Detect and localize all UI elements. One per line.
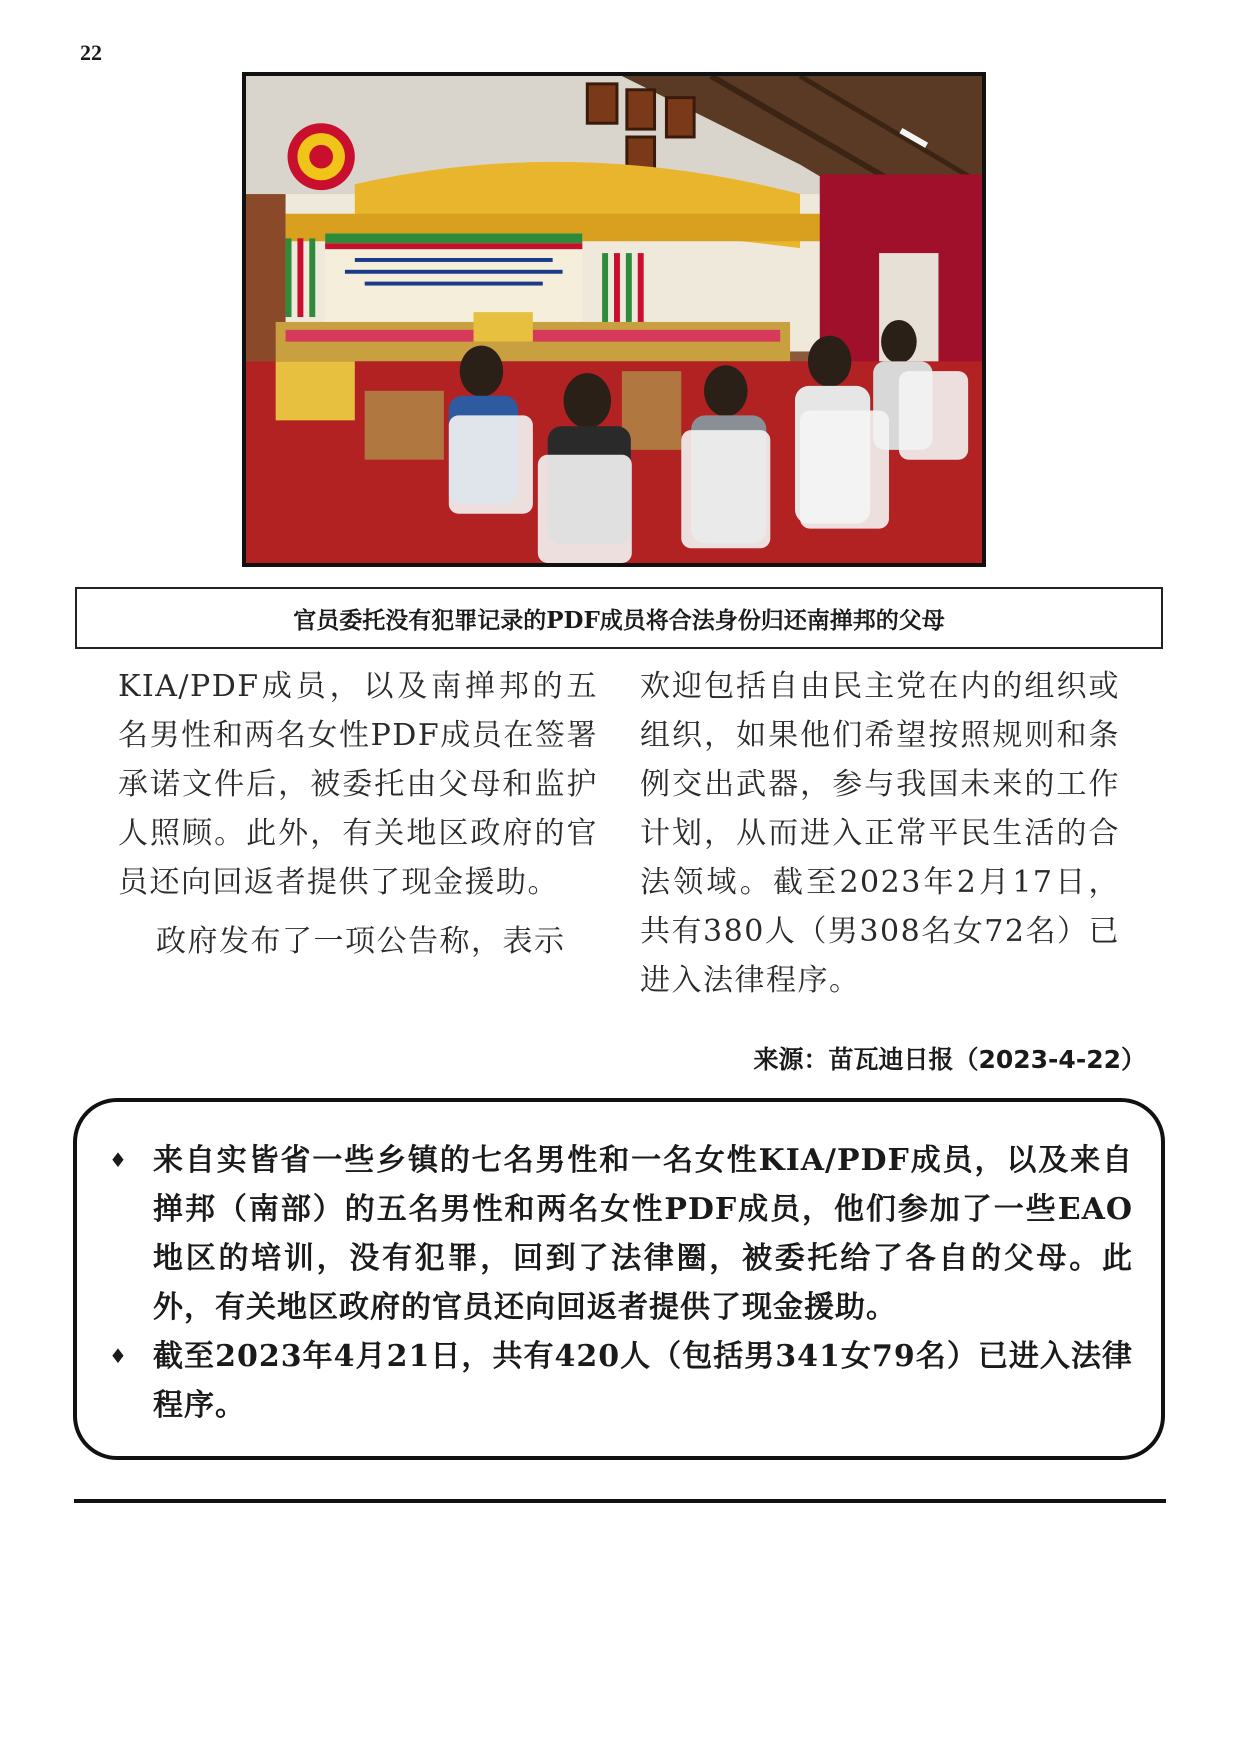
summary-item-text: 来自实皆省一些乡镇的七名男性和一名女性KIA/PDF成员，以及来自掸邦（南部）的五名男性和两名女性PDF成员，他们参加了一些EAO地区的培训，没有犯罪，回到了法律圈，被委托给了各自的父母。此外，有关地区政府的官员还向回返者提供了现金援助。 [153, 1143, 1133, 1325]
article-paragraph: 欢迎包括自由民主党在内的组织或组织，如果他们希望按照规则和条例交出武器，参与我国未来的工作计划，从而进入正常平民生活的合法领域。截至2023年2月17日，共有380人（男308名女72名）已进入法律程序。 [640, 669, 1120, 998]
summary-list [95, 1136, 1133, 1430]
summary-item-text: 截至2023年4月21日，共有420人（包括男341女79名）已进入法律程序。 [153, 1339, 1133, 1423]
page-number: 22 [80, 40, 102, 65]
article-right-column [640, 662, 1120, 1015]
diamond-bullet-icon: ♦ [109, 1344, 128, 1368]
diamond-bullet-icon: ♦ [109, 1148, 128, 1172]
summary-item [95, 1136, 1133, 1332]
article-left-column [118, 662, 598, 976]
bottom-divider [74, 1499, 1166, 1503]
meeting-hall-photo [242, 72, 986, 567]
summary-box [73, 1098, 1165, 1460]
summary-item [95, 1332, 1133, 1430]
photo-caption: 官员委托没有犯罪记录的PDF成员将合法身份归还南掸邦的父母 [75, 587, 1163, 649]
article-paragraph: KIA/PDF成员，以及南掸邦的五名男性和两名女性PDF成员在签署承诺文件后，被委托由父母和监护人照顾。此外，有关地区政府的官员还向回返者提供了现金援助。 [118, 669, 598, 900]
article-paragraph: 政府发布了一项公告称，表示 [156, 924, 566, 959]
source-citation: 来源：苗瓦迪日报（2023-4-22） [753, 1045, 1146, 1074]
